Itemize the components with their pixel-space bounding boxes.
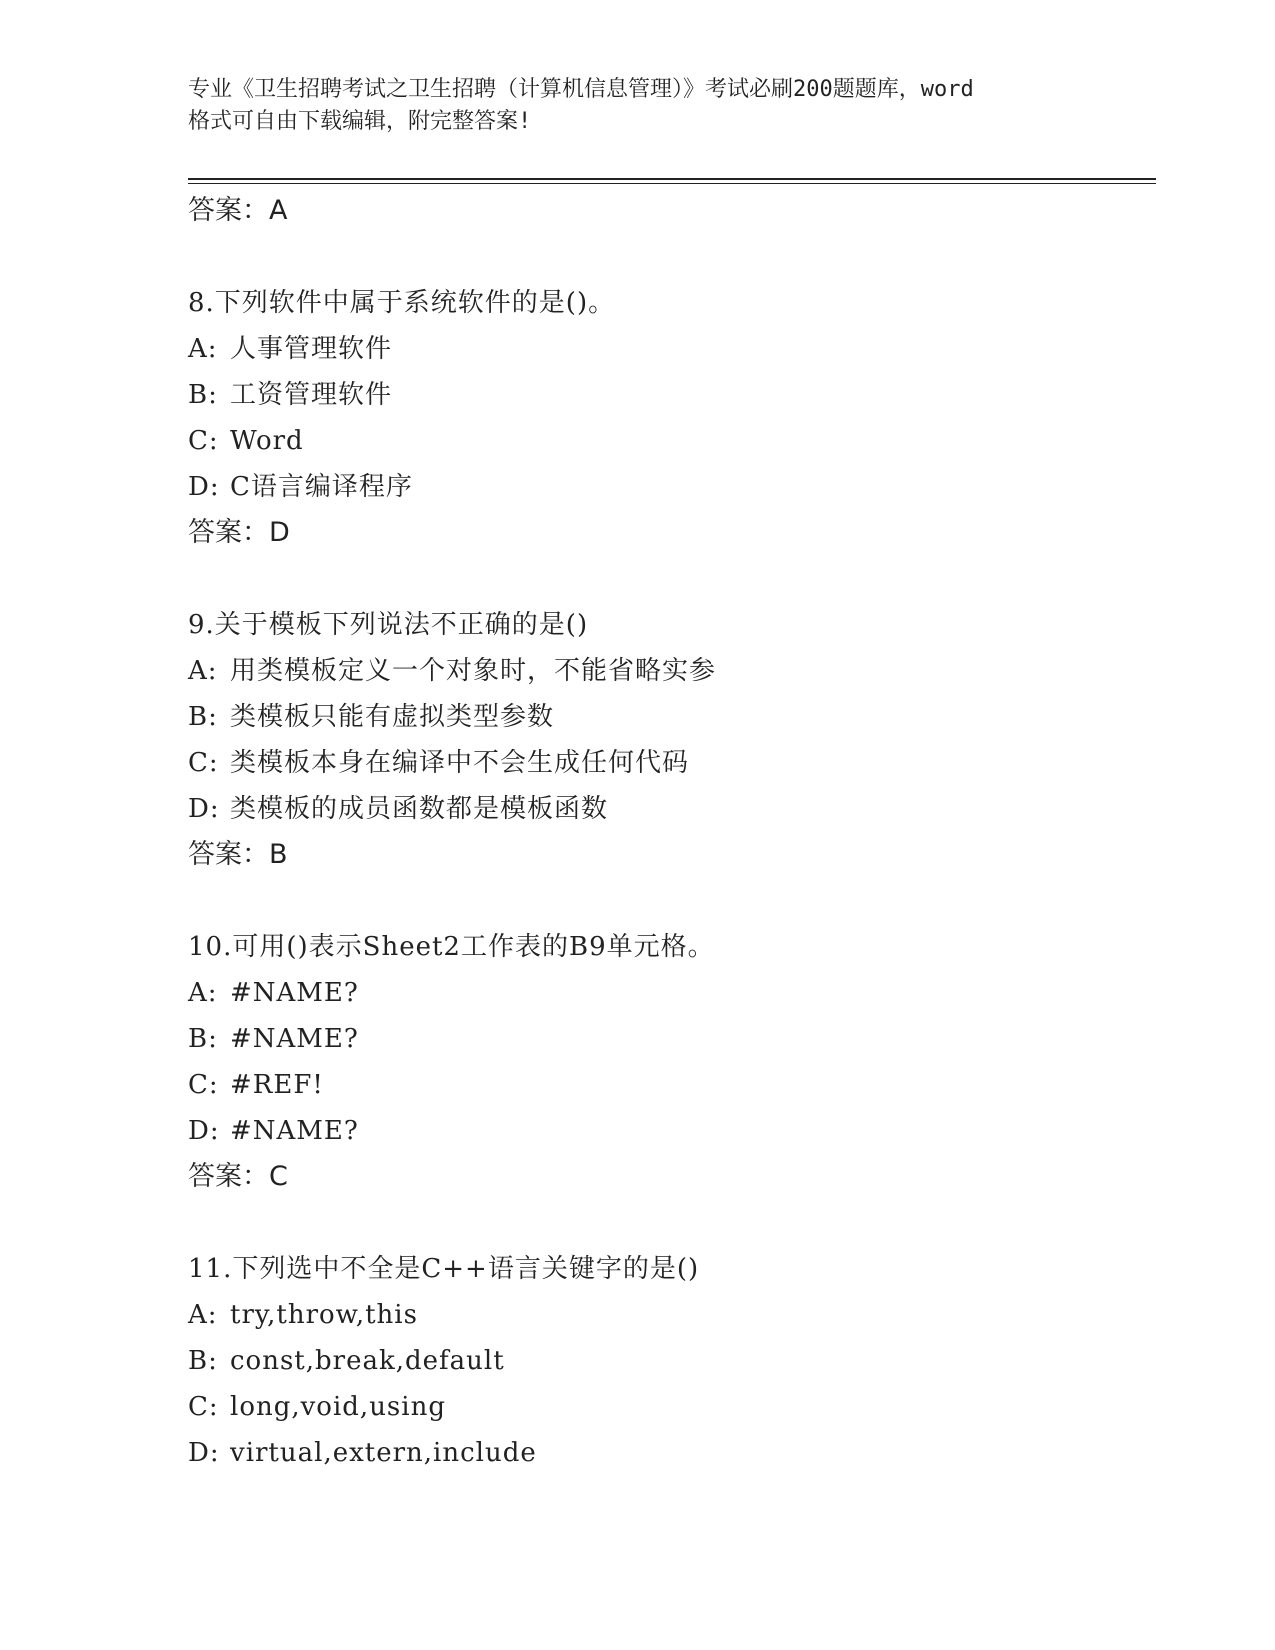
option-letter: A: <box>188 656 218 686</box>
option-line <box>188 648 1148 694</box>
spacer <box>188 878 1148 924</box>
option-letter: A: <box>188 978 218 1008</box>
answer-line: 答案：D <box>188 517 290 548</box>
option-text: #NAME? <box>230 978 359 1008</box>
option-letter: C: <box>188 748 219 778</box>
option-text: 人事管理软件 <box>230 334 393 364</box>
option-line <box>188 786 1148 832</box>
option-text: Word <box>230 426 304 456</box>
option-text: #REF! <box>230 1070 324 1100</box>
header-divider-thin <box>188 183 1156 184</box>
option-line <box>188 1062 1148 1108</box>
option-line <box>188 1108 1148 1154</box>
header-line-2: 格式可自由下载编辑，附完整答案! <box>188 109 532 134</box>
option-text: 类模板的成员函数都是模板函数 <box>230 794 609 824</box>
option-letter: A: <box>188 334 218 364</box>
option-letter: D: <box>188 1438 220 1468</box>
question-text: 9.关于模板下列说法不正确的是() <box>188 610 589 640</box>
option-line <box>188 464 1148 510</box>
option-line <box>188 326 1148 372</box>
answer-line: 答案：A <box>188 195 288 226</box>
option-line <box>188 694 1148 740</box>
option-text: 类模板本身在编译中不会生成任何代码 <box>230 748 690 778</box>
option-text: virtual,extern,include <box>230 1438 537 1468</box>
header-divider <box>188 178 1156 180</box>
spacer <box>188 556 1148 602</box>
option-text: #NAME? <box>230 1024 359 1054</box>
option-line <box>188 418 1148 464</box>
option-text: try,throw,this <box>230 1300 418 1330</box>
option-text: 用类模板定义一个对象时，不能省略实参 <box>230 656 717 686</box>
question-text: 10.可用()表示Sheet2工作表的B9单元格。 <box>188 932 715 962</box>
option-letter: D: <box>188 472 220 502</box>
answer-line: 答案：B <box>188 839 288 870</box>
option-letter: A: <box>188 1300 218 1330</box>
option-line <box>188 1292 1148 1338</box>
spacer <box>188 1200 1148 1246</box>
option-line <box>188 1016 1148 1062</box>
question-list <box>188 188 1148 1476</box>
spacer <box>188 234 1148 280</box>
option-letter: B: <box>188 1024 218 1054</box>
question-text: 8.下列软件中属于系统软件的是()。 <box>188 288 616 318</box>
option-line <box>188 970 1148 1016</box>
option-letter: C: <box>188 1070 219 1100</box>
option-letter: B: <box>188 380 218 410</box>
option-text: 类模板只能有虚拟类型参数 <box>230 702 555 732</box>
option-line <box>188 372 1148 418</box>
option-text: C语言编译程序 <box>230 472 413 502</box>
option-text: 工资管理软件 <box>230 380 393 410</box>
option-letter: D: <box>188 794 220 824</box>
option-letter: C: <box>188 426 219 456</box>
option-letter: D: <box>188 1116 220 1146</box>
question-text: 11.下列选中不全是C++语言关键字的是() <box>188 1254 700 1284</box>
option-text: #NAME? <box>230 1116 359 1146</box>
option-line <box>188 740 1148 786</box>
option-letter: B: <box>188 702 218 732</box>
header-line-1: 专业《卫生招聘考试之卫生招聘（计算机信息管理）》考试必刷200题题库，word <box>188 77 974 102</box>
option-line <box>188 1384 1148 1430</box>
answer-line: 答案：C <box>188 1161 288 1192</box>
option-text: const,break,default <box>230 1346 505 1376</box>
option-line <box>188 1338 1148 1384</box>
document-header <box>188 74 1088 138</box>
option-letter: B: <box>188 1346 218 1376</box>
option-text: long,void,using <box>230 1392 446 1422</box>
option-line <box>188 1430 1148 1476</box>
option-letter: C: <box>188 1392 219 1422</box>
